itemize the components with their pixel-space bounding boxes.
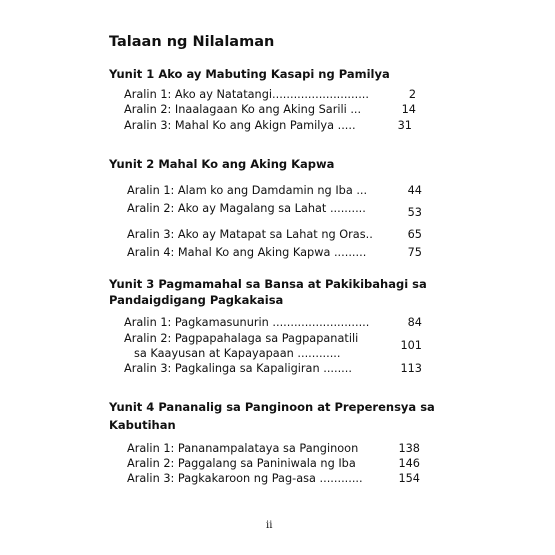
unit-4-heading-line-1: Yunit 4 Pananalig sa Panginoon at Preperensya sa [109, 400, 435, 414]
unit-1-lesson-2: Aralin 2: Inaalagaan Ko ang Aking Sarili ... [124, 103, 362, 116]
unit-1-lesson-1: Aralin 1: Ako ay Natatangi........................... [124, 88, 369, 101]
unit-4-lesson-1: Aralin 1: Pananampalataya sa Panginoon [127, 442, 359, 455]
unit-4-lesson-2: Aralin 2: Paggalang sa Paniniwala ng Iba [127, 457, 356, 470]
unit-3-lesson-2-continued: sa Kaayusan at Kapayapaan ............ [134, 347, 341, 360]
unit-3-lesson-3: Aralin 3: Pagkalinga sa Kapaligiran ........ [124, 362, 352, 375]
unit-1-lesson-2-page: 14 [401, 103, 416, 116]
unit-2-heading: Yunit 2 Mahal Ko ang Aking Kapwa [109, 157, 335, 171]
unit-3-heading-line-1: Yunit 3 Pagmamahal sa Bansa at Pakikibahagi sa [109, 277, 427, 291]
unit-1-lesson-3-page: 31 [397, 119, 412, 132]
unit-3-heading-line-2: Pandaigdigang Pagkakaisa [109, 293, 284, 307]
unit-4-lesson-3: Aralin 3: Pagkakaroon ng Pag-asa ............ [127, 472, 363, 485]
unit-4-lesson-2-page: 146 [398, 457, 420, 470]
unit-2-lesson-1-page: 44 [407, 184, 422, 197]
page-number-footer: ii [266, 520, 273, 531]
toc-title: Talaan ng Nilalaman [109, 34, 275, 50]
unit-3-lesson-2-page: 101 [400, 339, 422, 352]
unit-2-lesson-4-page: 75 [407, 246, 422, 259]
unit-4-lesson-3-page: 154 [398, 472, 420, 485]
unit-3-lesson-3-page: 113 [400, 362, 422, 375]
unit-2-lesson-4: Aralin 4: Mahal Ko ang Aking Kapwa ......... [127, 246, 367, 259]
unit-2-lesson-2: Aralin 2: Ako ay Magalang sa Lahat .......... [127, 202, 366, 215]
unit-1-heading: Yunit 1 Ako ay Mabuting Kasapi ng Pamilya [109, 67, 390, 81]
unit-3-lesson-2: Aralin 2: Pagpapahalaga sa Pagpapanatili [124, 332, 359, 345]
unit-4-heading-line-2: Kabutihan [109, 418, 176, 432]
unit-2-lesson-3: Aralin 3: Ako ay Matapat sa Lahat ng Oras.. [127, 228, 373, 241]
unit-3-lesson-1-page: 84 [407, 316, 422, 329]
unit-1-lesson-1-page: 2 [408, 88, 416, 101]
unit-2-lesson-3-page: 65 [407, 228, 422, 241]
unit-4-lesson-1-page: 138 [398, 442, 420, 455]
unit-2-lesson-1: Aralin 1: Alam ko ang Damdamin ng Iba ... [127, 184, 368, 197]
unit-3-lesson-1: Aralin 1: Pagkamasunurin ........................... [124, 316, 370, 329]
unit-2-lesson-2-page: 53 [407, 206, 422, 219]
unit-1-lesson-3: Aralin 3: Mahal Ko ang Akign Pamilya ..... [124, 119, 356, 132]
